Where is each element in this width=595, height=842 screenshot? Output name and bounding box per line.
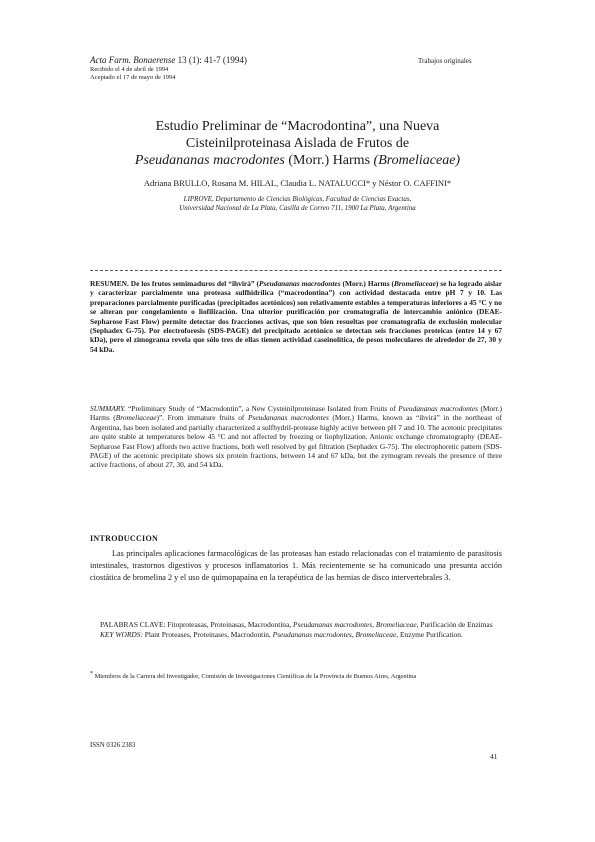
affiliation: [60, 195, 535, 213]
keywords-en-label: KEY WORDS:: [100, 629, 143, 639]
keywords-en: [100, 630, 502, 640]
title-line-1: Estudio Preliminar de “Macrodontina”, una Nueva: [155, 119, 440, 134]
title-species: Pseudananas macrodontes: [134, 153, 285, 168]
summary-family: Bromeliaceae: [115, 413, 157, 423]
author-list: Adriana BRULLO, Rosana M. HILAL, Claudia L. NATALUCCI* y Néstor O. CAFFINI*: [143, 178, 452, 188]
resumen-paragraph: [90, 279, 502, 354]
summary-text: (Morr.) Harms (: [90, 404, 502, 423]
summary-text: )”. From immature fruits of: [156, 413, 248, 423]
summary-species: Pseudananas macrodontes: [247, 413, 329, 423]
page-number: 41: [490, 752, 498, 761]
resumen-text: (Morr.) Harms (: [340, 279, 394, 288]
journal-volume: 13 (1): 41-7 (1994): [177, 55, 247, 65]
accepted-date: Aceptado el 17 de mayo de 1994: [90, 74, 176, 81]
introduction-paragraph: Las principales aplicaciones farmacológicas de las proteasas han estado relacionadas con el tratamiento de parasitosis intestinales, trastornos digestivos y procesos inflamatorios 1. Más recientemente se ha comunicado una presunta acción ciostática de bromelina 2 y el uso de quimopapaína en la terapéutica de las hernias de disco intervertebrales 3.: [90, 549, 502, 583]
keywords-text: ,: [372, 620, 376, 629]
resumen-text: ) se ha logrado aislar y caracterizar parcialmente una proteasa sulfhidrílica (“macrodontina”) con actividad destacada entre pH 7 y 10. Las preparaciones parcialmente purificadas (precipitados acetónicos) son relativamente estables a temperaturas inferiores a 45 °C y no se alteran por congelamiento o liofilización. Una ulterior purificación por cromatografía de intercambio aniónico (DEAE-Sepharose Fast Flow) permite detectar dos fracciones activas, que son bien resueltas por cromatografía de exclusión molecular (Sephadex G-75). Por electroforesis (SDS-PAGE) del precipitado acetónico se detectan seis fracciones proteicas (entre 14 y 67 kDa), pero el zimograma revela que sólo tres de ellas tienen actividad caseinolítica, de pesos moleculares de alrededor de 27, 30 y 54 kDa.: [90, 279, 502, 354]
summary-paragraph: [90, 404, 502, 470]
keywords-text: ,: [351, 629, 356, 639]
section-divider: [90, 270, 502, 271]
received-date: Recibido el 4 de abril de 1994: [90, 66, 169, 73]
keywords-block: [100, 620, 502, 639]
resumen-family: Bromeliaceae: [394, 279, 436, 288]
summary-text: (Morr.) Harms, known as “ihvirá” in the northeast of Argentina, has been isolated and partially characterized a sulfhydril-protease highly active between pH 7 and 10. The acetonic precipitates are quite stable at temperatures below 45 °C and not affected by freezing or liophylization. Anionic exchange chromatography (DEAE-Sepharose Fast Flow) affords two active fractions, both well resolved by gel filtration (Sephadex G-75). The electrophoretic pattern (SDS-PAGE) of the acetonic precipitate shows six protein fractions, between 14 and 67 kDa, but the zymogram reveals the presence of three active fractions, of about 27, 30, and 54 kDa.: [90, 413, 502, 470]
keywords-text: , Purificación de Enzimas: [416, 620, 493, 629]
keywords-species: Pseudananas macrodontes: [272, 629, 352, 639]
resumen-species: Pseudananas macrodontes: [258, 279, 341, 288]
resumen-text: De los frutos semimaduros del “ihvirá” (: [128, 279, 259, 288]
title-authority: (Morr.) Harms: [284, 153, 374, 168]
summary-text: “Preliminary Study of “Macrodontin”, a New Cysteinilproteinase Isolated from Fruits of: [125, 404, 399, 413]
title-family: (Bromeliaceae): [373, 153, 461, 168]
keywords-text: , Enzyme Purification.: [396, 629, 463, 639]
issn: ISSN 0326 2383: [90, 742, 136, 749]
journal-name: Acta Farm. Bonaerense: [90, 55, 176, 65]
keywords-species: Pseudananas macrodontes: [292, 620, 373, 629]
affiliation-line-2: Universidad Nacional de La Plata, Casilla de Correo 711, 1900 La Plata, Argentina: [179, 204, 416, 212]
keywords-es-label: PALABRAS CLAVE:: [100, 620, 166, 629]
summary-label: SUMMARY.: [90, 404, 126, 413]
title-line-2: Cisteinilproteinasa Aislada de Frutos de: [185, 136, 410, 151]
keywords-es: [100, 620, 502, 630]
title-line-3: [60, 152, 535, 169]
section-label: Trabajos originales: [418, 57, 472, 65]
keywords-text: Fitoproteasas, Proteinasas, Macrodontina,: [165, 620, 293, 629]
footnote: [90, 670, 502, 681]
keywords-text: Plant Proteases, Proteinases, Macrodontin,: [142, 629, 273, 639]
resumen-label: RESUMEN.: [90, 279, 129, 288]
article-title: [60, 118, 535, 169]
journal-citation: [90, 55, 247, 65]
introduction-heading: INTRODUCCION: [90, 534, 159, 543]
keywords-family: Bromeliaceae: [355, 629, 397, 639]
received-dates: [90, 66, 176, 82]
footnote-mark: *: [90, 671, 93, 677]
keywords-family: Bromeliaceae: [375, 620, 417, 629]
affiliation-line-1: LIPROVE, Departamento de Ciencias Biológicas, Facultad de Ciencias Exactas,: [183, 195, 412, 203]
footnote-text: Miembros de la Carrera del Investigador, Comisión de Investigaciones Científicas de la Provincia de Buenos Aires, Argentina: [94, 673, 417, 681]
summary-species: Pseudananas macrodontes: [398, 404, 479, 413]
